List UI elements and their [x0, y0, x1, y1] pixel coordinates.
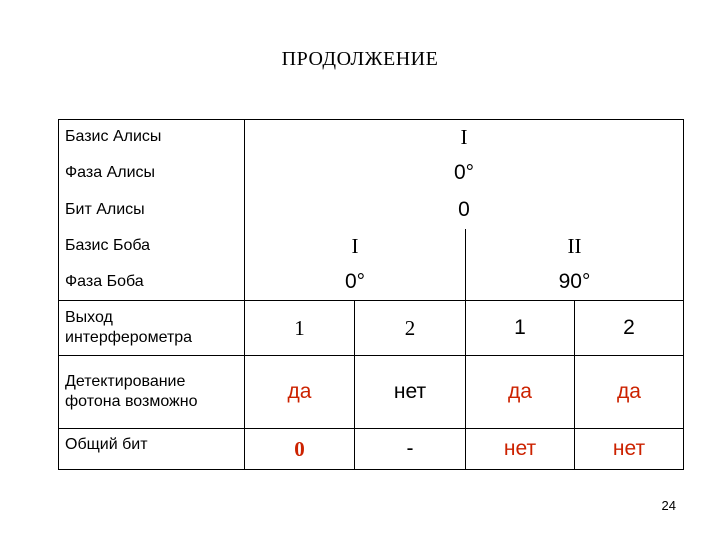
- alice-basis-value: I: [245, 120, 684, 155]
- bob-basis-value-1: I: [245, 229, 466, 264]
- alice-phase-label: Фаза Алисы: [59, 155, 245, 192]
- alice-bit-value: 0: [245, 192, 684, 229]
- protocol-table: [58, 119, 684, 470]
- table-row-bob-basis: [59, 229, 684, 264]
- detection-value-3: да: [466, 356, 575, 429]
- common-bit-label: Общий бит: [59, 429, 245, 470]
- common-bit-value-2: -: [355, 429, 466, 470]
- common-bit-value-4: нет: [575, 429, 684, 470]
- table-row-interferometer-output: [59, 301, 684, 356]
- alice-bit-label: Бит Алисы: [59, 192, 245, 229]
- bob-phase-label: Фаза Боба: [59, 264, 245, 301]
- table-row-bob-phase: [59, 264, 684, 301]
- output-value-2: 2: [355, 301, 466, 356]
- detection-value-4: да: [575, 356, 684, 429]
- detection-value-2: нет: [355, 356, 466, 429]
- bob-phase-value-1: 0°: [245, 264, 466, 301]
- common-bit-value-1: 0: [245, 429, 355, 470]
- output-value-3: 1: [466, 301, 575, 356]
- slide-title: ПРОДОЛЖЕНИЕ: [281, 48, 439, 70]
- page-number: 24: [661, 498, 676, 513]
- table-row-alice-phase: [59, 155, 684, 192]
- table-row-common-bit: [59, 429, 684, 470]
- output-value-4: 2: [575, 301, 684, 356]
- bob-basis-value-2: II: [466, 229, 684, 264]
- bob-phase-value-2: 90°: [466, 264, 684, 301]
- alice-basis-label: Базис Алисы: [59, 120, 245, 155]
- table-row-photon-detection: [59, 356, 684, 429]
- common-bit-value-3: нет: [466, 429, 575, 470]
- interferometer-output-label: Выход интерферометра: [59, 301, 245, 356]
- bob-basis-label: Базис Боба: [59, 229, 245, 264]
- table-row-alice-bit: [59, 192, 684, 229]
- output-value-1: 1: [245, 301, 355, 356]
- photon-detection-label: Детектирование фотона возможно: [59, 356, 245, 429]
- detection-value-1: да: [245, 356, 355, 429]
- table-row-alice-basis: [59, 120, 684, 155]
- alice-phase-value: 0°: [245, 155, 684, 192]
